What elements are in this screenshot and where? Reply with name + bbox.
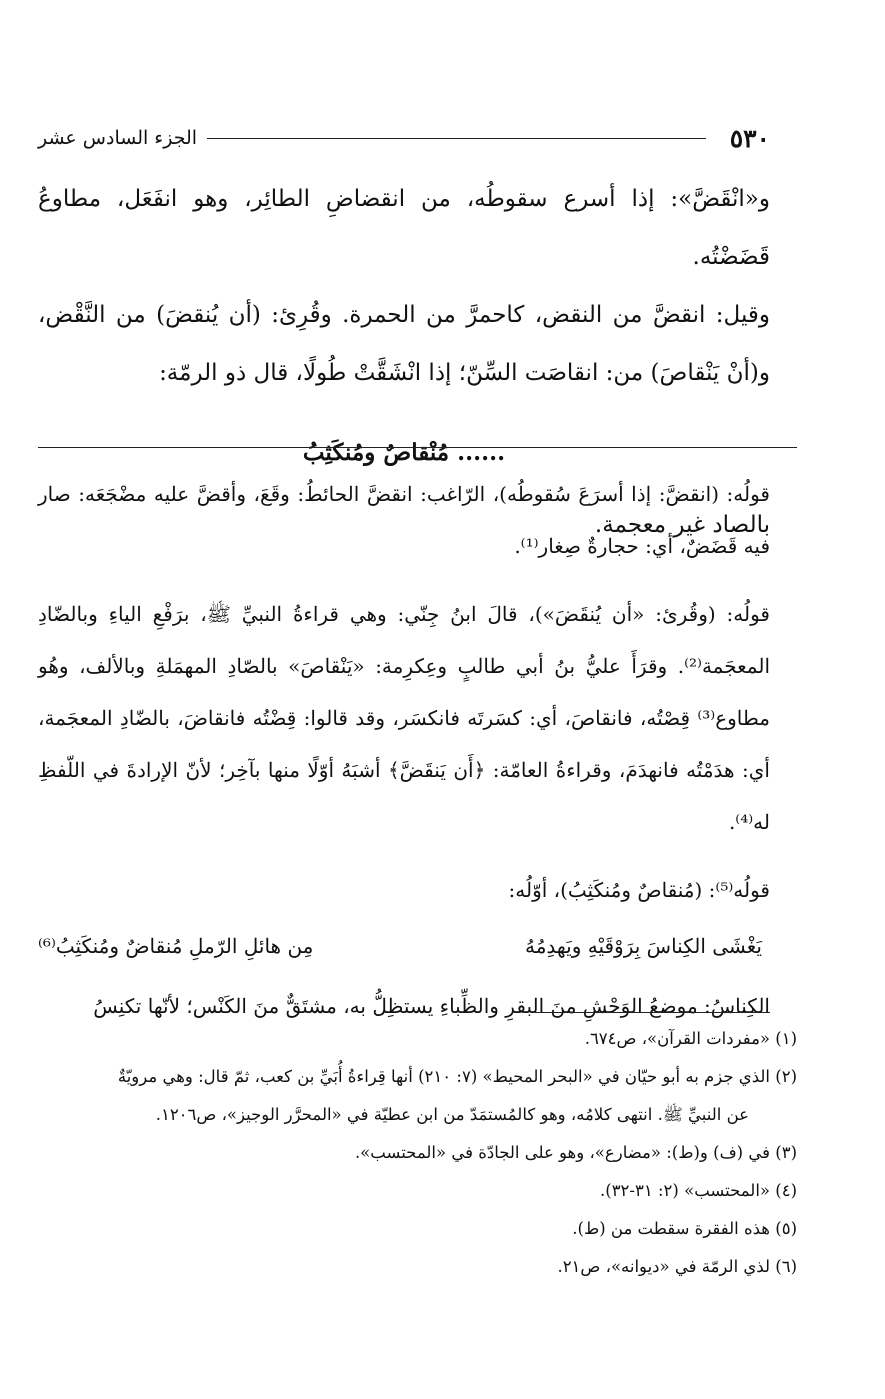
main-paragraph-3: بالصاد غير معجمة.: [594, 512, 770, 538]
commentary-paragraph-1: قولُه: (انقضَّ: إذا أسرَعَ سُقوطُه)، الرّاغب: انقضَّ الحائطُ: وقَعَ، وأقضَّ عليه مضْجَعَه: صار فيه قَضَضٌ، أي: حجارةٌ صِغار⁽¹⁾.: [38, 482, 770, 558]
footnotes: [38, 1020, 797, 1286]
verse-fragment: ...... مُنْقاصٌ ومُنكَثِبُ: [302, 439, 506, 466]
poem-line: [38, 920, 770, 972]
main-paragraph-2: وقيل: انقضَّ من النقض، كاحمرَّ من الحمرة. وقُرِئ: (أن يُنقضَ) من النَّقْض، و(أنْ يَنْقاصَ) من: انقاصَت السِّنّ؛ إذا انْشَقَّتْ طُولًا، قال ذو الرمّة:: [38, 302, 770, 386]
running-header: [38, 118, 770, 158]
footnote-5: (٥) هذه الفقرة سقطت من (ط).: [572, 1219, 797, 1238]
footnote-4: (٤) «المحتسب» (٢: ٣١-٣٢).: [600, 1181, 797, 1200]
footnote-2-continuation: عن النبيِّ ﷺ. انتهى كلامُه، وهو كالمُستمَدّ من ابن عطيّة في «المحرَّر الوجيز»، ص١٢٠٦.: [155, 1105, 749, 1124]
footnote-2: (٢) الذي جزم به أبو حيّان في «البحر المحيط» (٧: ٢١٠) أنها قِراءةُ أُبَيِّ بن كعب، ثمّ قال: وهي مرويّةٌ: [117, 1067, 797, 1086]
commentary-paragraph-4: الكِناسُ: موضعُ الوَحْشِ منَ البقرِ والظِّباءِ يستظِلُّ به، مشتَقٌّ منَ الكَنْس؛ لأنّها تكنِسُ: [93, 994, 770, 1018]
poem-first-hemistich: يَغْشَى الكِناسَ بِرَوْقَيْهِ ويَهدِمُهُ: [525, 934, 762, 958]
poem-second-hemistich: مِن هائلِ الرّملِ مُنقاضٌ ومُنكَثِبُ⁽⁶⁾: [38, 934, 314, 958]
commentary-paragraph-3: قولُه⁽⁵⁾: (مُنقاصٌ ومُنكَثِبُ)، أوّلُه:: [508, 878, 770, 902]
page-number: ٥٣٠: [729, 123, 770, 153]
footnote-rule: [535, 1012, 770, 1013]
commentary: [38, 468, 770, 1032]
commentary-paragraph-2: قولُه: (وقُرئ: «أن يُنقَضَ»)، قالَ ابنُ جِنّي: وهي قراءةُ النبيِّ ﷺ، برَفْعِ الياءِ وبالضّادِ المعجَمة⁽²⁾. وقرَأَ عليُّ بنُ أبي طالبٍ وعِكرِمة: «يَنْقاصَ» بالصّادِ المهمَلةِ وبالألف، وهُو مطاوع⁽³⁾ قِصْتُه، فانقاصَ، أي: كسَرتَه فانكسَر، وقد قالوا: قِضْتُه فانقاضَ، بالضّادِ المعجَمة، أي: هدَمْتُه فانهدَمَ، وقراءةُ العامّة: ﴿أَن يَنقَضَّ﴾ أشبَهُ أوّلًا منها بآخِر؛ لأنّ الإرادةَ في اللّفظِ له⁽⁴⁾.: [38, 602, 770, 834]
section-divider: [38, 447, 797, 448]
footnote-1: (١) «مفردات القرآن»، ص٦٧٤.: [584, 1029, 797, 1048]
volume-title: الجزء السادس عشر: [38, 127, 198, 149]
main-paragraph-1: و«انْقَضَّ»: إذا أسرع سقوطُه، من انقضاضِ الطائِر، وهو انفَعَل، مطاوعُ قَضَضْتُه.: [38, 186, 770, 270]
footnote-6: (٦) لذي الرمّة في «ديوانه»، ص٢١.: [557, 1257, 797, 1276]
footnote-3: (٣) في (ف) و(ط): «مضارع»، وهو على الجادّة في «المحتسب».: [354, 1143, 797, 1162]
header-rule: [207, 138, 706, 139]
